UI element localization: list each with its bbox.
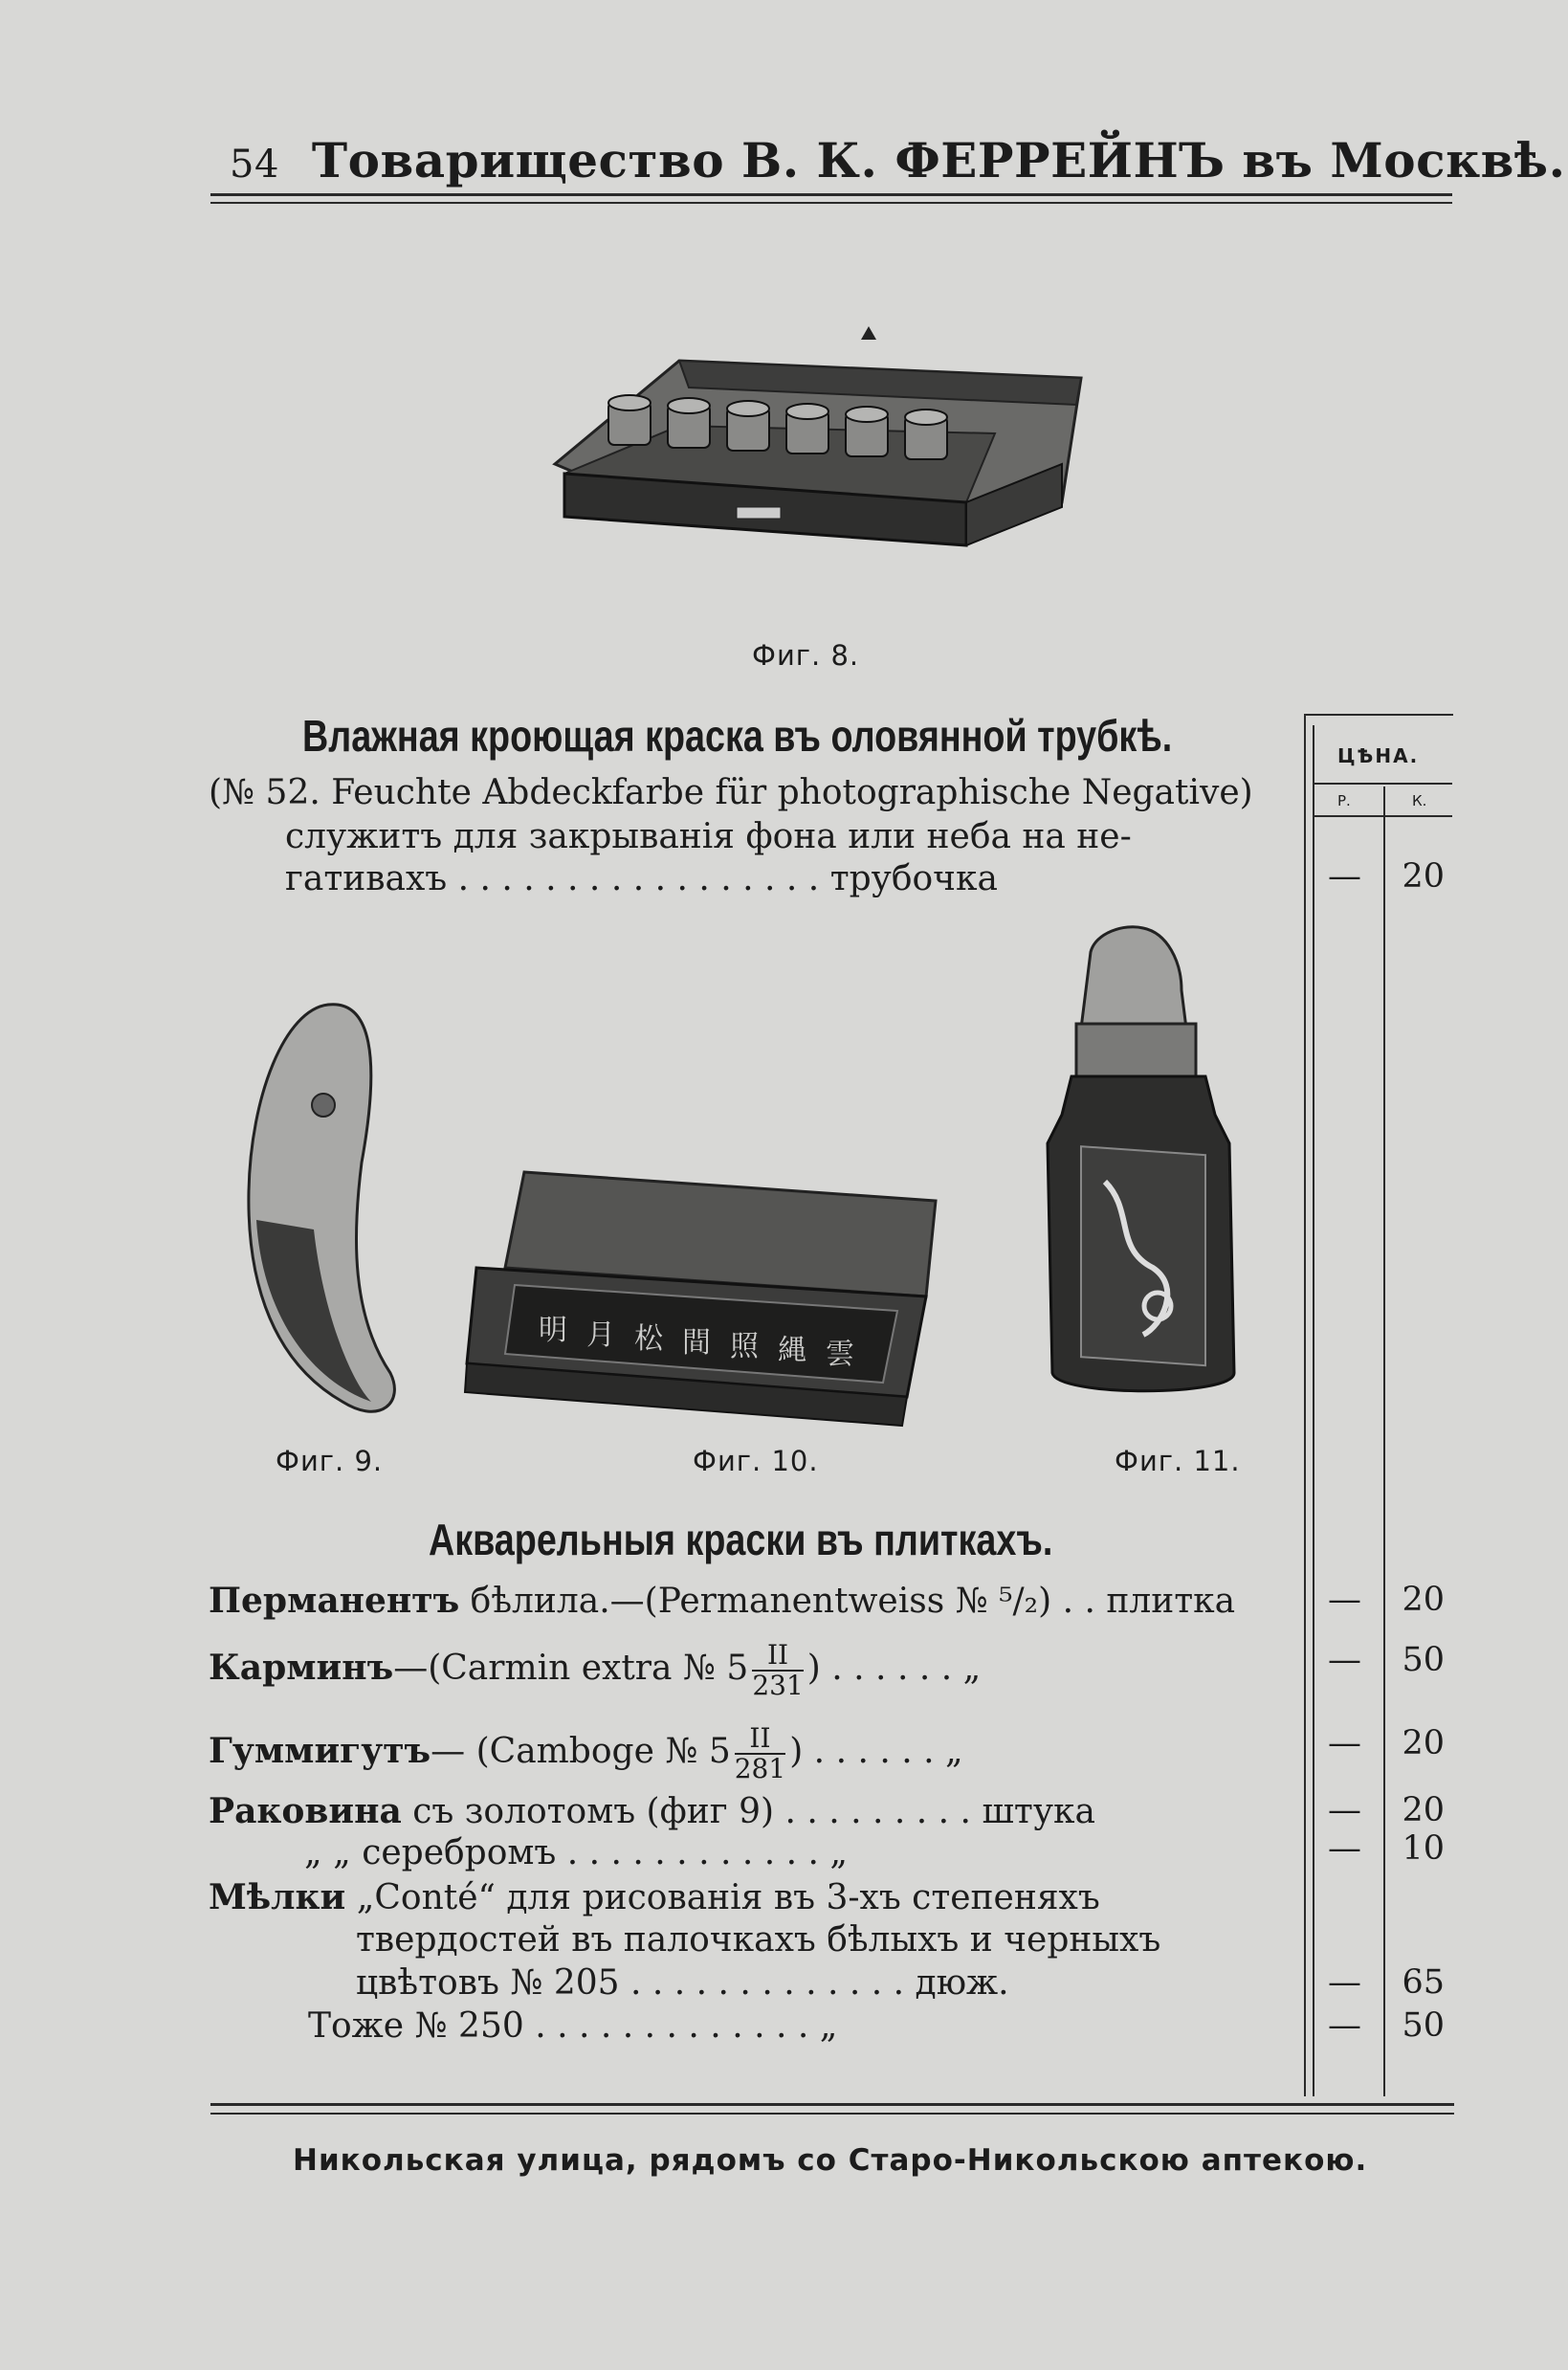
- svg-text:照: 照: [730, 1330, 759, 1363]
- item-desc: — (Camboge № 5: [431, 1732, 731, 1771]
- header-rule-top: [210, 193, 1452, 196]
- fig8-caption: Фиг. 8.: [752, 639, 860, 672]
- item-price-rub: —: [1328, 1791, 1361, 1829]
- item-price-kop: 20: [1402, 1724, 1445, 1762]
- section1-line3: гативахъ . . . . . . . . . . . . . . . . . трубочка: [285, 859, 998, 898]
- item-desc: —(Carmin extra № 5: [393, 1649, 749, 1688]
- fraction: [752, 1641, 803, 1700]
- list-item: Тоже № 250 . . . . . . . . . . . . . „: [308, 2006, 838, 2046]
- item-price-kop: 20: [1402, 1581, 1445, 1619]
- item-name: Мѣлки: [209, 1877, 346, 1917]
- svg-text:月: 月: [586, 1318, 615, 1352]
- item-price-kop: 50: [1402, 1641, 1445, 1679]
- price-header-kop: К.: [1412, 792, 1427, 809]
- footer-address: Никольская улица, рядомъ со Старо-Никольскою аптекою.: [293, 2143, 1368, 2178]
- page-header: [230, 132, 1565, 188]
- item-price-kop: 50: [1402, 2006, 1445, 2045]
- page-number: 54: [230, 143, 279, 187]
- header-rule-bottom: [210, 202, 1452, 204]
- price-header-title: ЦѢНА.: [1337, 744, 1420, 767]
- fig9-caption: Фиг. 9.: [276, 1445, 384, 1477]
- item-desc: съ золотомъ (фиг 9) . . . . . . . . . штука: [412, 1792, 1095, 1831]
- fig9-illustration: [237, 1000, 409, 1421]
- item-price-kop: 20: [1402, 1791, 1445, 1829]
- price-header-rule: [1313, 783, 1452, 785]
- fraction-bottom: 281: [734, 1753, 786, 1784]
- item-price-kop: 65: [1402, 1963, 1445, 2002]
- price-header-rub: Р.: [1337, 792, 1351, 809]
- list-item: [209, 1877, 1100, 1917]
- item-price-rub: —: [1328, 1724, 1361, 1762]
- section1-line2: служитъ для закрыванія фона или неба на не-: [285, 817, 1132, 856]
- list-item: [209, 1724, 963, 1783]
- section1-line1: (№ 52. Feuchte Abdeckfarbe für photographische Negative): [209, 773, 1253, 812]
- item-price-rub: —: [1328, 1829, 1361, 1868]
- list-item: [209, 1581, 1235, 1621]
- section1-title: Влажная кроющая краска въ оловянной трубкѣ.: [302, 711, 1173, 761]
- item-desc: „Conté“ для рисованія въ 3-хъ степеняхъ: [356, 1878, 1100, 1917]
- price-column-left-line: [1304, 714, 1306, 2096]
- item-price-rub: —: [1328, 1963, 1361, 2002]
- list-item-continued: цвѣтовъ № 205 . . . . . . . . . . . . . дюж.: [356, 1963, 1009, 2003]
- item-price-rub: —: [1328, 1641, 1361, 1679]
- item-name: Гуммигутъ: [209, 1731, 431, 1771]
- item-tail: ) . . . . . . „: [806, 1649, 982, 1688]
- svg-text:雲: 雲: [826, 1338, 854, 1371]
- price-header-rule-bottom: [1313, 815, 1452, 817]
- item-name: Раковина: [209, 1791, 402, 1831]
- fig10-illustration: [438, 1163, 945, 1430]
- fig10-caption: Фиг. 10.: [693, 1445, 819, 1477]
- item-price-kop: 10: [1402, 1829, 1445, 1868]
- price-column-top-rule: [1304, 714, 1453, 716]
- item-desc: „ „ серебромъ . . . . . . . . . . . . „: [304, 1833, 849, 1872]
- list-item: [304, 1833, 848, 1872]
- fraction-top: II: [752, 1641, 803, 1672]
- page-title: Товарищество В. К. ФЕРРЕЙНЪ въ Москвѣ.: [311, 132, 1566, 188]
- svg-text:間: 間: [682, 1326, 711, 1360]
- footer-rule-top: [210, 2103, 1454, 2106]
- item-price-rub: —: [1328, 2006, 1361, 2045]
- svg-text:松: 松: [634, 1322, 663, 1356]
- price-column-left-line-inner: [1313, 725, 1314, 2096]
- fig11-caption: Фиг. 11.: [1115, 1445, 1241, 1477]
- item-tail: ) . . . . . . „: [789, 1732, 963, 1771]
- item-price-rub: —: [1328, 1581, 1361, 1619]
- item-desc: бѣлила.—(Permanentweiss № ⁵/₂) . . плитка: [470, 1582, 1236, 1621]
- fraction-top: II: [735, 1724, 785, 1755]
- fig8-illustration: [545, 321, 1091, 569]
- svg-text:縄: 縄: [778, 1334, 806, 1367]
- section1-price-rub: —: [1328, 857, 1361, 896]
- list-item: [209, 1791, 1095, 1831]
- section1-price-kop: 20: [1402, 857, 1445, 896]
- footer-rule-bottom: [210, 2113, 1454, 2115]
- fraction-bottom: 231: [752, 1670, 804, 1701]
- fraction: [735, 1724, 785, 1783]
- list-item-continued: твердостей въ палочкахъ бѣлыхъ и черныхъ: [356, 1920, 1161, 1960]
- price-column-divider: [1383, 786, 1385, 2096]
- svg-text:明: 明: [539, 1314, 567, 1347]
- item-name: Перманентъ: [209, 1581, 460, 1621]
- list-item: [209, 1641, 981, 1700]
- item-name: Карминъ: [209, 1648, 394, 1688]
- section2-title: Акварельныя краски въ плиткахъ.: [429, 1515, 1053, 1564]
- fig11-illustration: [1038, 923, 1248, 1411]
